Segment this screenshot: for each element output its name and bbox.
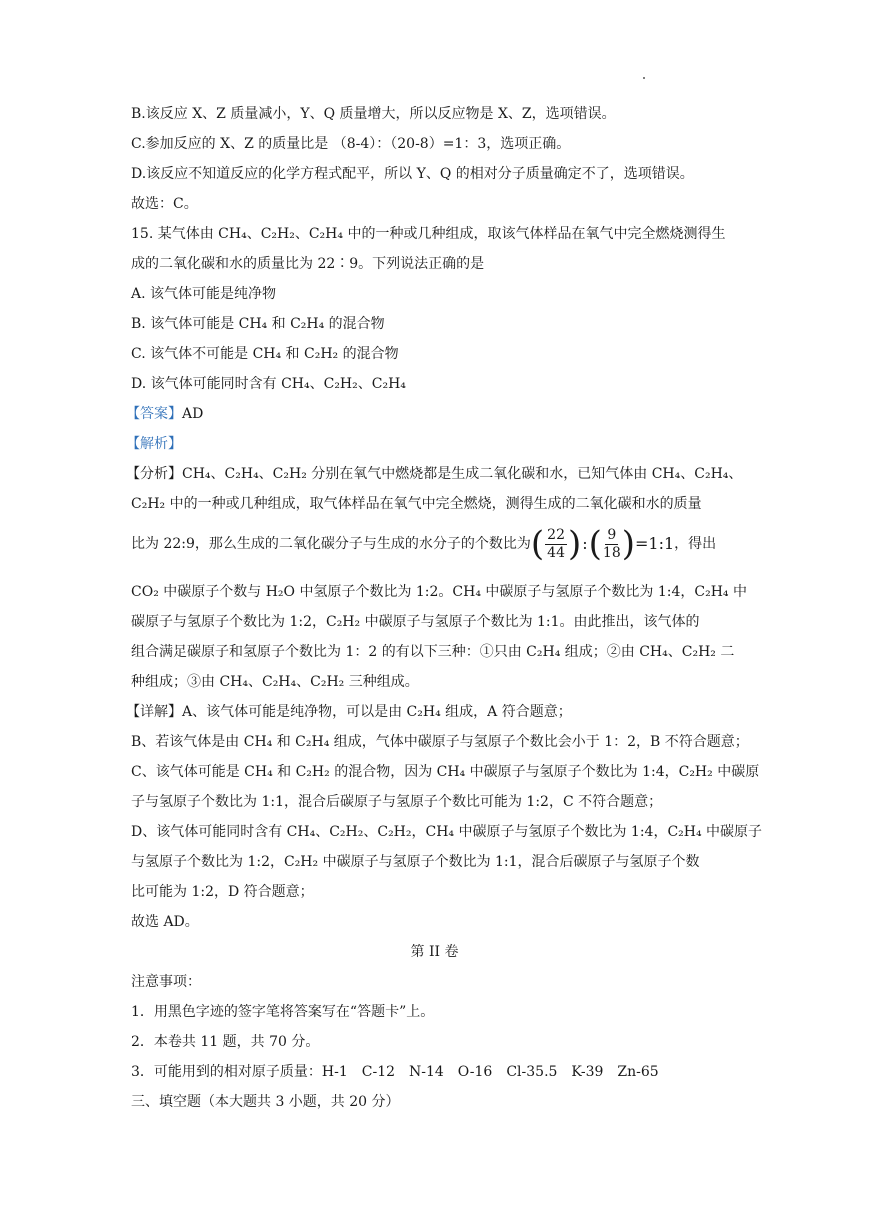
xiangjie-line5: D、该气体可能同时含有 CH₄、C₂H₂、C₂H₂，CH₄ 中碳原子与氢原子个数比为 1:4，C₂H₄ 中碳原子 bbox=[131, 824, 763, 840]
xiangjie-line2: B、若该气体是由 CH₄ 和 C₂H₄ 组成，气体中碳原子与氢原子个数比会小于 1：2，B 不符合题意； bbox=[131, 734, 749, 750]
part2-title: 第 II 卷 bbox=[410, 944, 459, 960]
answer-line bbox=[126, 404, 746, 424]
fenxi-text3-pre: 比为 22:9，那么生成的二氧化碳分子与生成的水分子的个数比为 bbox=[131, 536, 531, 552]
xiangjie-line1 bbox=[126, 702, 746, 722]
xiangjie-line4: 子与氢原子个数比为 1:1，混合后碳原子与氢原子个数比可能为 1:2，C 不符合题意； bbox=[131, 794, 663, 810]
option-b: B. 该气体可能是 CH₄ 和 C₂H₄ 的混合物 bbox=[131, 316, 385, 332]
fenxi-line2: C₂H₂ 中的一种或几种组成，取气体样品在氧气中完全燃烧，测得生成的二氧化碳和水的质量 bbox=[131, 496, 702, 512]
section-heading: 三、填空题（本大题共 3 小题，共 20 分） bbox=[131, 1094, 400, 1110]
frac2-denominator: 18 bbox=[602, 544, 621, 561]
analysis-label: 【解析】 bbox=[126, 436, 182, 452]
fenxi-line6: 组合满足碳原子和氢原子个数比为 1：2 的有以下三种：①只由 C₂H₄ 组成；②由 CH₄、C₂H₂ 二 bbox=[131, 644, 735, 660]
frac1-numerator: 22 bbox=[547, 526, 565, 543]
fenxi-line1 bbox=[126, 464, 746, 484]
fenxi-line7: 种组成；③由 CH₄、C₂H₄、C₂H₂ 三种组成。 bbox=[131, 674, 419, 690]
fenxi-text1: CH₄、C₂H₄、C₂H₂ 分别在氧气中燃烧都是生成二氧化碳和水，已知气体由 CH₄、C₂H₄、 bbox=[182, 466, 743, 482]
notice-heading: 注意事项： bbox=[131, 974, 201, 990]
answer-label: 【答案】 bbox=[126, 406, 182, 422]
left-paren: ( bbox=[588, 524, 602, 564]
answer-value: AD bbox=[182, 406, 204, 422]
fraction-22-44 bbox=[545, 527, 567, 562]
question-stem-line1: 15. 某气体由 CH₄、C₂H₂、C₂H₄ 中的一种或几种组成，取该气体样品在氧气中完全燃烧测得生 bbox=[131, 226, 726, 242]
fenxi-line5: 碳原子与氢原子个数比为 1:2，C₂H₂ 中碳原子与氢原子个数比为 1:1。由此推出，该气体的 bbox=[131, 614, 700, 630]
option-d: D. 该气体可能同时含有 CH₄、C₂H₂、C₂H₄ bbox=[131, 376, 406, 392]
prev-option-d: D.该反应不知道反应的化学方程式配平，所以 Y、Q 的相对分子质量确定不了，选项错误。 bbox=[131, 166, 694, 182]
option-a: A. 该气体可能是纯净物 bbox=[131, 286, 277, 302]
frac2-numerator: 9 bbox=[607, 526, 617, 543]
right-paren: ) bbox=[621, 524, 635, 564]
notice-item-1: 1．用黑色字迹的签字笔将答案写在“答题卡”上。 bbox=[131, 1004, 435, 1020]
xiangjie-line7: 比可能为 1:2，D 符合题意； bbox=[131, 884, 314, 900]
fenxi-line3 bbox=[131, 524, 751, 564]
notice-item-3: 3．可能用到的相对原子质量：H-1 C-12 N-14 O-16 Cl-35.5 K-39 Zn-65 bbox=[131, 1064, 659, 1080]
ratio-colon: : bbox=[582, 534, 588, 553]
option-c: C. 该气体不可能是 CH₄ 和 C₂H₂ 的混合物 bbox=[131, 346, 399, 362]
prev-option-b: B.该反应 X、Z 质量减小，Y、Q 质量增大，所以反应物是 X、Z，选项错误。 bbox=[131, 106, 616, 122]
xiangjie-label: 【详解】 bbox=[126, 704, 182, 720]
fenxi-text3-post: ，得出 bbox=[674, 536, 717, 552]
prev-choose: 故选：C。 bbox=[131, 196, 198, 212]
xiangjie-text1: A、该气体可能是纯净物，可以是由 C₂H₄ 组成，A 符合题意； bbox=[182, 704, 572, 720]
xiangjie-line6: 与氢原子个数比为 1:2，C₂H₂ 中碳原子与氢原子个数比为 1:1，混合后碳原子与氢原子个数 bbox=[131, 854, 700, 870]
prev-option-c: C.参加反应的 X、Z 的质量比是 （8-4）：（20-8）=1：3，选项正确。 bbox=[131, 136, 571, 152]
ratio-result: =1:1 bbox=[635, 534, 675, 553]
xiangjie-line3: C、该气体可能是 CH₄ 和 C₂H₂ 的混合物，因为 CH₄ 中碳原子与氢原子个数比为 1:4，C₂H₂ 中碳原 bbox=[131, 764, 760, 780]
fenxi-line4: CO₂ 中碳原子个数与 H₂O 中氢原子个数比为 1:2。CH₄ 中碳原子与氢原子个数比为 1:4，C₂H₄ 中 bbox=[131, 584, 747, 600]
fenxi-label: 【分析】 bbox=[126, 466, 182, 482]
right-paren: ) bbox=[567, 524, 582, 564]
page-mark-dot bbox=[643, 77, 645, 79]
fraction-9-18 bbox=[603, 527, 621, 562]
question-stem-line2: 成的二氧化碳和水的质量比为 22∶9。下列说法正确的是 bbox=[131, 256, 485, 272]
left-paren: ( bbox=[530, 524, 545, 564]
frac1-denominator: 44 bbox=[547, 544, 565, 561]
notice-item-2: 2．本卷共 11 题，共 70 分。 bbox=[131, 1034, 320, 1050]
xiangjie-choose: 故选 AD。 bbox=[131, 914, 199, 930]
